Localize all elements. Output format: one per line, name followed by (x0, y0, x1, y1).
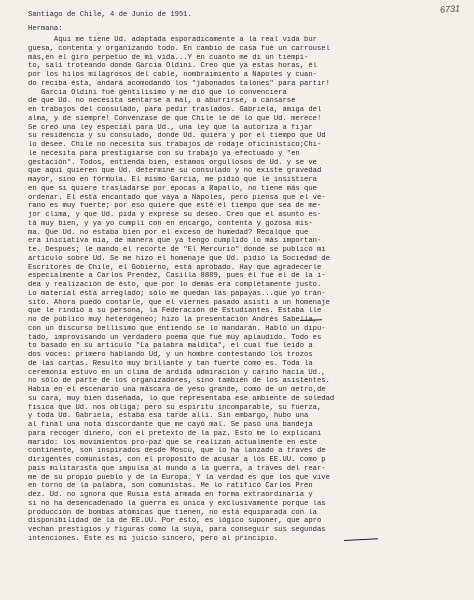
letter-body-line: en que si quiere trasladarse por épocas a Rapallo, no tiene más que (28, 184, 317, 193)
letter-body-line: mayor, sino en fórmula. El mismo Garcia, me pidió que le insistiera (28, 176, 317, 184)
letter-body-line: producción de bombas atómicas que tienen, no está equiparada con la (28, 508, 317, 517)
letter-body-line: su cara, muy bien diseñada, lo que representaba ese ambiente de soledad (28, 394, 335, 403)
letter-body-line: que le rindió a su persona, la Federación de Estudiantes. Estaba lle (28, 307, 322, 316)
letter-body-line: lo desee. Chile no necesita sus trabajos de rodaje oficinístico;Chi- (28, 141, 322, 149)
letter-body-line: ceremonia estuvo en un clima de ardida admiración y cariño hacia Ud., (28, 368, 326, 377)
letter-body-line: era iniciativa mía, de manera que ya tengo cumplido lo más importan- (28, 237, 322, 246)
letter-body-line: Se creó una ley especial para Ud., una ley que la autoriza a fijar (28, 123, 313, 132)
letter-body-line: ma. Que Ud. no estaba bien por el exceso de humedad? Recalqué que (28, 228, 309, 237)
letter-body-line: sito. Ahora puedo contarle, que el viernes pasado asistí a un homenaje (28, 298, 330, 307)
letter-body-line: to basado en su artículo "La palabra maldita", el cual fué leído a (28, 342, 313, 351)
letter-body-line: jor clima, y que Ud. pida y exprese su deseo. Creo que el asunto es- (28, 211, 322, 219)
letter-body-line: le necesita para prestigiarse con su trabajo ya efectuado y "en (28, 149, 300, 158)
letter-body-line: do reciba ésta, andará acomodando los "jabonados talones" para partir! (28, 79, 330, 88)
letter-body-line: Aqui me tiene Ud. adaptada esporadicamente a la real vida bur (28, 36, 317, 44)
letter-body-line: Garcia Oldini fué gentilísimo y me dió que lo convenciera (28, 88, 287, 97)
letter-body-line: para recoger dinero, con el pretexto de la paz. Esto me lo explicaní (28, 429, 322, 438)
letter-body-line: en trabajos del consulado, para pedir traslados. Gabriela, amiga del (28, 106, 322, 114)
letter-body-line: su residencia y su consulado, donde Ud. quiera y por el tiempo que Ud (28, 132, 326, 141)
letter-salutation: Hermana: (28, 25, 63, 33)
letter-body-line: continente, son inspirados desde Moscú, que lo ha lanzado a traves de (28, 447, 326, 456)
archive-number-mark: 6731 (439, 3, 461, 15)
letter-body-line: no de público muy heterogéneo; hizo la presentación Andrés Sabella, (28, 316, 317, 324)
letter-body-line: tá muy bien, y ya yo cumplí con en encargo, contenta y gozosa mís- (28, 219, 313, 228)
letter-body (28, 36, 464, 544)
letter-body-line: en torno de la palabra, son comunistas. Me lo ratificó Carlos Pren (28, 482, 313, 491)
letter-body-line: dea y realización de ésto, que por lo demás era completamente justo. (28, 281, 322, 289)
letter-body-line: tado, improvisando un verdadero poema que fué muy aplaudido. Todo es (28, 333, 322, 342)
letter-body-line: artículo sobre Ud. Se me hizo el homenaje que Ud. pidió la Sociedad de (28, 254, 330, 263)
letter-body-line: si no ha desencadenado la guerra es única y exclusivamente porque las (28, 499, 326, 508)
letter-body-line: país militarista que impulsa al mundo a la guerra, a traves del rear- (28, 464, 326, 473)
letter-body-line: dos voces: primero hablando Ud, y un hombre contestando los trozos (28, 351, 313, 359)
letter-body-line: física que Ud. nos obliga; pero su espíritu incomparable, su fuerza, (28, 403, 322, 412)
letter-body-line: de las cartas. Resultó muy brillante y tan fuerte como es. Toda la (28, 359, 313, 368)
letter-body-line: de que Ud. no necesita sentarse a mal, a aburrirse, a cansarse (28, 97, 296, 106)
letter-body-line: dirigentes comunistas, con el proposito de acusar a los EE.UU. como p (28, 456, 326, 464)
letter-body-line: guesa, contenta y organizando todo. En cambio de casa fué un carrousel (28, 44, 330, 53)
letter-body-line: Había en el escenario una máscara de yeso grande, como de un metro,de (28, 386, 326, 394)
letter-body-line: con un discurso bellísimo que entiendo se lo mandarán. Habló un dipu- (28, 324, 326, 333)
letter-body-line: más,en el giro perpetuo de mi vida...Y en cuanto me dí un tiempi- (28, 53, 309, 62)
letter-date-line: Santiago de Chile, 4 de Junio de 1951. (28, 11, 192, 19)
letter-body-line: al final una nota discordante que me cayó mal. Se pasó una bandeja (28, 421, 313, 429)
letter-body-line: por los hilos milagrosos del cable, nombraimiento a Nápoles y cuan- (28, 71, 317, 79)
letter-body-line: te. Después; le mando el recorte de "El Mercurio" donde se publicó mi (28, 246, 326, 254)
letter-body-line: y toda Ud. Gabriela, estaba esa tarde allí. Sin embargo, hubo una (28, 412, 309, 421)
letter-body-line: Escritores de Chile, el Gobierno, está aprobado. Hay que agradecerle (28, 263, 322, 272)
letter-body-line: disponibilidad de la de EE.UU. Por ésto, es lógico suponer, que apro (28, 517, 322, 526)
letter-body-line: especialmente a Carlos Prendez, Casilla 8889, pues él fué el de la i- (28, 272, 326, 281)
letter-body-line: rano es muy fuerte; por eso quiere que esté el tiempo que sea de me- (28, 202, 322, 211)
letter-body-line: Lo material está arreglado; sólo me quedan las papayas...que yo trán- (28, 289, 326, 298)
letter-body-line: ordenar. El está encantado que vaya a Nápoles, pero piensa que el ve- (28, 193, 326, 202)
letter-body-line: que aquí quieren que Ud. determine su consulado y no existe gravedad (28, 167, 322, 176)
letter-body-line: intenciones. Este es mi juicio sincero, pero al principio. (28, 534, 279, 543)
letter-body-line: vechan prestigios y figuras como la suya, para conseguir sus segundas (28, 526, 326, 534)
letter-body-line: marido: los movimientos pro-paz que se realizan actualmente en este (28, 438, 317, 447)
letter-body-line: alma, y de siempre! Convénzase de que Chile le dé lo que Ud. merece! (28, 114, 322, 123)
letter-body-line: me de su propio pueblo y de la Europa. Y la verdad es que los que vive (28, 473, 330, 482)
letter-body-line: gestación". Todos, entienda bien, estamos orgullosos de Ud. y se ve (28, 158, 317, 167)
letter-body-line: no sólo de parte de los organizadores, sino también de los asistentes. (28, 377, 330, 386)
letter-body-line: dez. Ud. no ignora que Rusia está armada en forma extraordinaria y (28, 491, 313, 499)
letter-body-line: to, salí troteando donde Garcia Oldini. Creo que ya estas horas, él (28, 62, 317, 71)
